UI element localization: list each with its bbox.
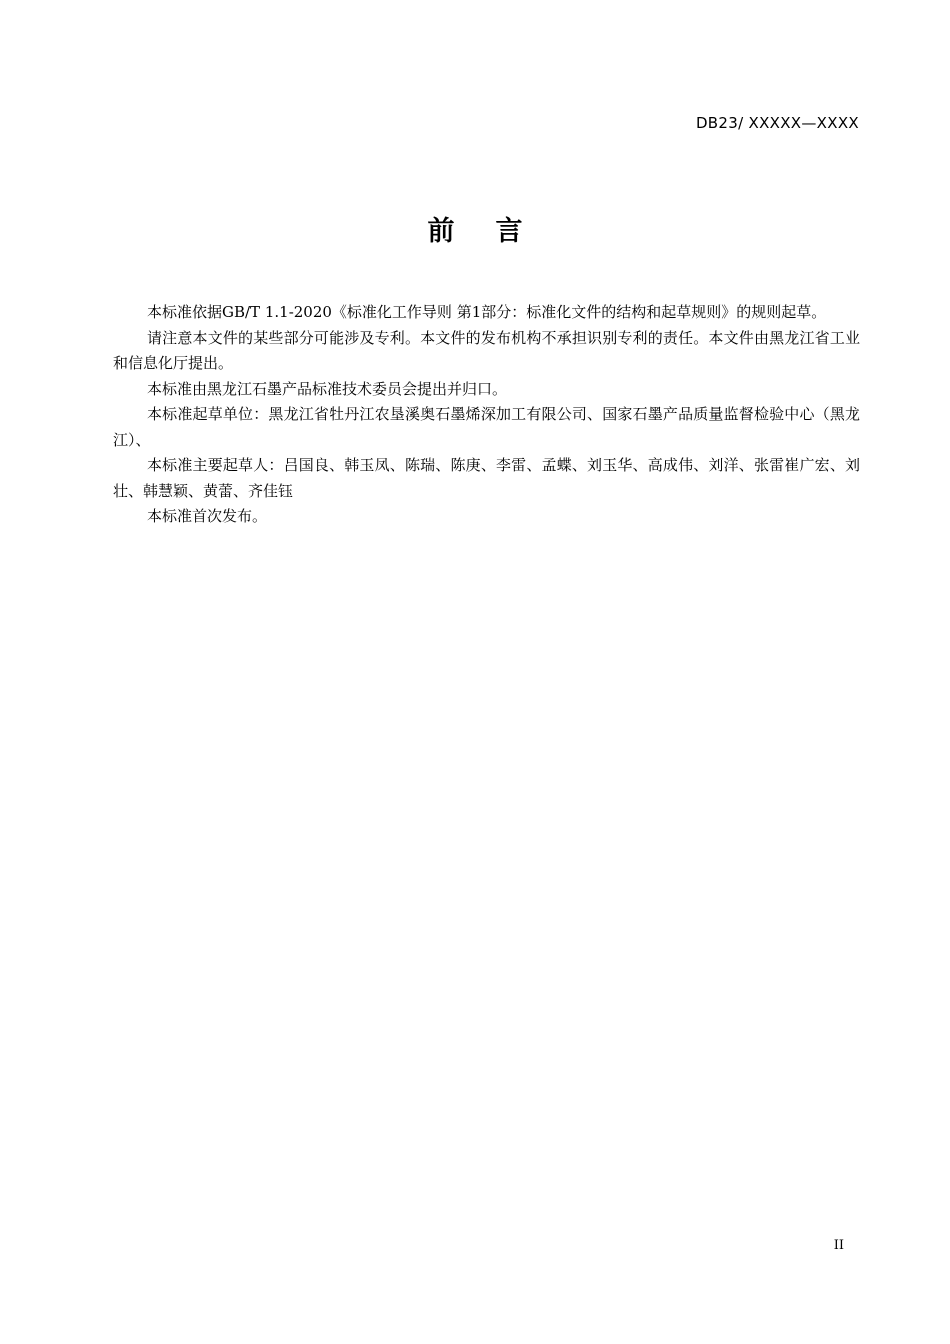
- paragraph-drafters: 本标准主要起草人：吕国良、韩玉凤、陈瑞、陈庚、李雷、孟蝶、刘玉华、高成伟、刘洋、张雷崔广宏、刘壮、韩慧颖、黄蕾、齐佳钰: [113, 456, 860, 500]
- foreword-body: [113, 300, 860, 530]
- paragraph-patent-notice: 请注意本文件的某些部分可能涉及专利。本文件的发布机构不承担识别专利的责任。本文件由黑龙江省工业和信息化厅提出。: [113, 328, 860, 372]
- paragraph-basis: 本标准依据GB/T 1.1-2020《标准化工作导则 第1部分：标准化文件的结构和起草规则》的规则起草。: [147, 303, 827, 321]
- page-number: II: [833, 1238, 844, 1253]
- paragraph-first-release: 本标准首次发布。: [147, 507, 268, 525]
- document-code: DB23/ XXXXX—XXXX: [695, 114, 859, 132]
- section-title: 前言: [427, 216, 564, 247]
- paragraph-drafting-units: 本标准起草单位：黑龙江省牡丹江农垦溪奥石墨烯深加工有限公司、国家石墨产品质量监督检验中心（黑龙江）、: [113, 405, 860, 449]
- paragraph-proposer: 本标准由黑龙江石墨产品标准技术委员会提出并归口。: [147, 379, 508, 398]
